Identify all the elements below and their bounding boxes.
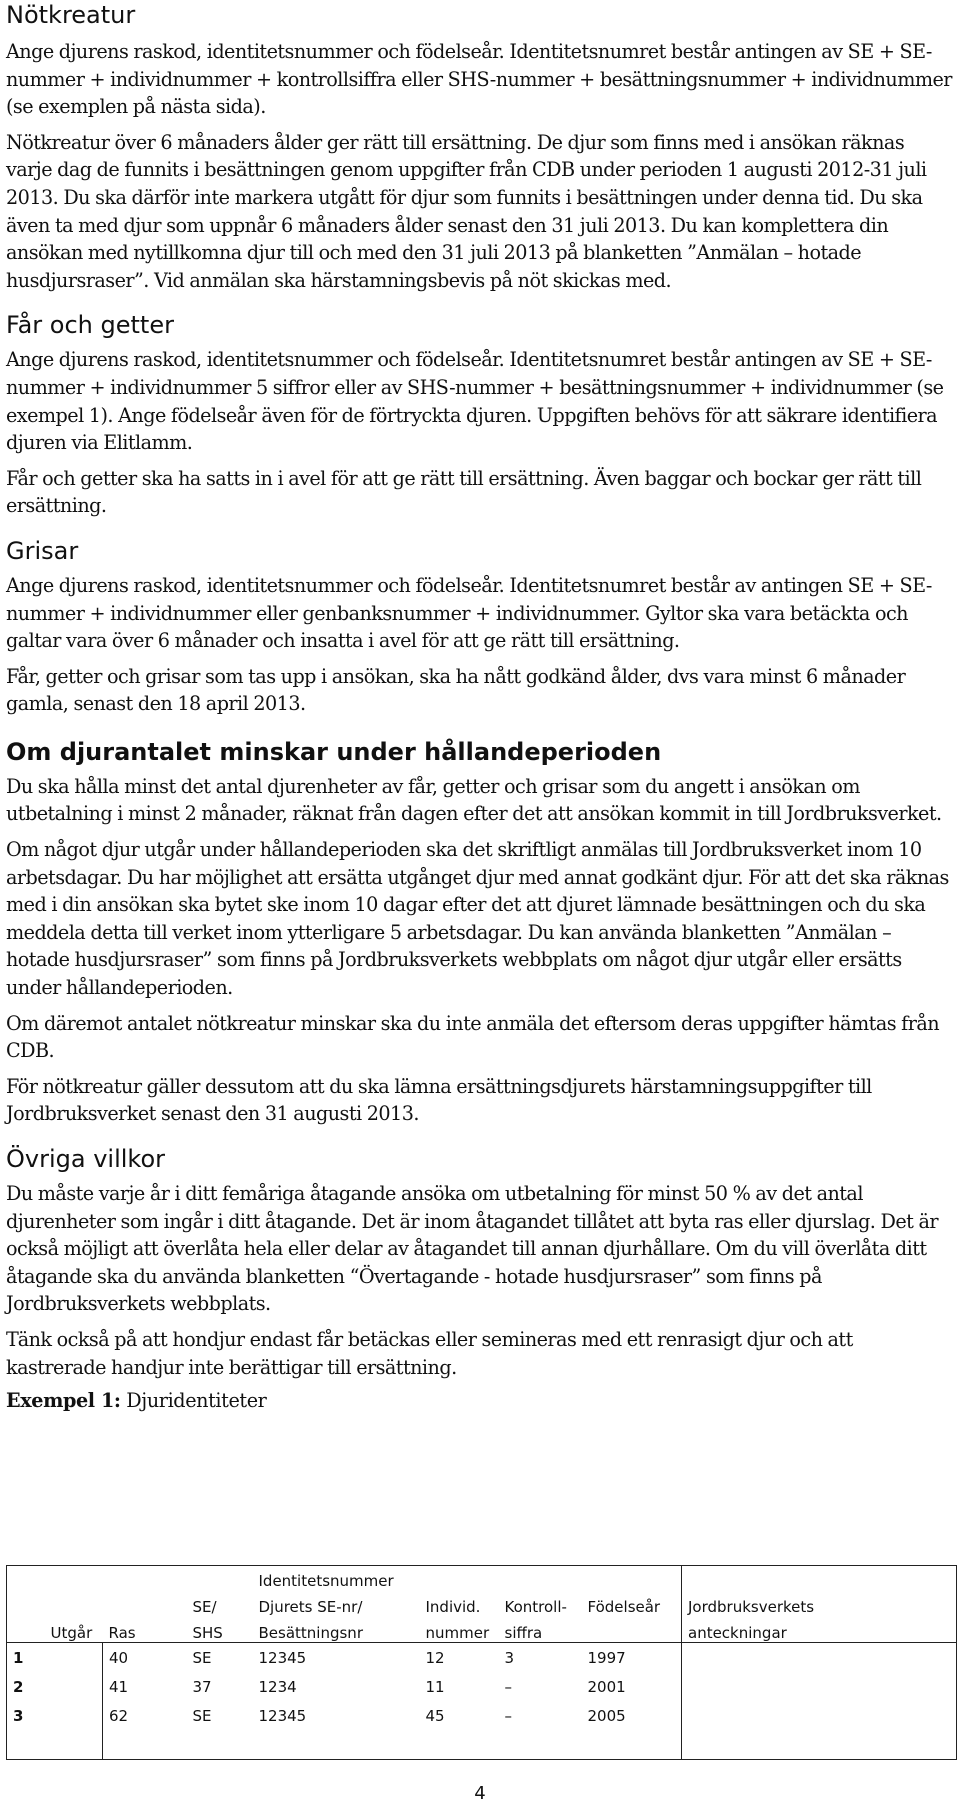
cell-individ: 45 [425,1706,445,1725]
paragraph: För nötkreatur gäller dessutom att du ska lämna ersättningsdjurets härstamningsuppgifter till Jordbruksverket senast den 31 augusti 2013. [6,1074,872,1126]
cell-nummer: 1234 [258,1677,297,1696]
header-anteckningar-2: anteckningar [682,1616,957,1643]
example-caption [6,1387,954,1414]
cell-anteckningar [682,1701,957,1730]
paragraph: Ange djurens raskod, identitetsnummer och födelseår. Identitetsnumret består antingen av SE + SE-nummer + individnummer 5 siffror eller av SHS-nummer + besättningsnummer + individnummer (se exempel 1). Ange födelseår även för de förtryckta djuren. Uppgiften behövs för att säkrare identifiera djuren via Elitlamm. [6,348,944,455]
cell-anteckningar [682,1672,957,1701]
section-heading: Övriga villkor [6,1145,165,1173]
header-fodelsear: Födelseår [582,1590,682,1616]
cell-nummer: 12345 [258,1648,307,1667]
paragraph: Om något djur utgår under hållandeperioden ska det skriftligt anmälas till Jordbruksverket inom 10 arbetsdagar. Du har möjlighet att ersätta utgånget djur med annat godkänt djur. För att det ska räknas med i din ansökan ska bytet ske inom 10 dagar efter det att djuret lämnade besättningen och du ska meddela detta till verket inom ytterligare 5 arbetsdagar. Du kan använda blanketten ”Anmälan – hotade husdjursraser” som finns på Jordbruksverkets webbplats om något djur utgår eller ersätts under hållandeperioden. [6,838,949,1000]
paragraph: Du ska hålla minst det antal djurenheter av får, getter och grisar som du angett i ansökan om utbetalning i minst 2 månader, räknat från dagen efter det att ansökan kommit in till Jordbruksverket. [6,774,942,826]
header-djurets-nr-2: Besättningsnr [253,1616,420,1643]
paragraph: Nötkreatur över 6 månaders ålder ger rätt till ersättning. De djur som finns med i ansökan räknas varje dag de funnits i besättningen genom uppgifter från CDB under perioden 1 augusti 2012-31 juli 2013. Du ska därför inte markera utgått för djur som funnits i besättningen under denna tid. Du ska även ta med djur som uppnår 6 månaders ålder senast den 31 juli 2013. Du kan komplettera din ansökan med nytillkomna djur till och med den 31 juli 2013 på blanketten ”Anmälan – hotade husdjursraser”. Vid anmälan ska härstamningsbevis på nöt skickas med. [6,130,927,292]
header-anteckningar: Jordbruksverkets [688,1598,815,1616]
animal-identity-table-wrapper [6,1565,956,1760]
section-heading: Grisar [6,536,79,565]
header-se-shs: SE/ [192,1598,217,1616]
cell-ras: 41 [109,1677,129,1696]
cell-kontroll: – [504,1677,512,1696]
paragraph: Tänk också på att hondjur endast får betäckas eller semineras med ett renrasigt djur och att kastrerade handjur inte berättigar till ersättning. [6,1327,853,1379]
paragraph: Ange djurens raskod, identitetsnummer och födelseår. Identitetsnumret består antingen av SE + SE-nummer + individnummer + kontrollsiffra eller SHS-nummer + besättningsnummer + individnummer (se exemplen på nästa sida). [6,40,952,119]
paragraph: Får, getter och grisar som tas upp i ansökan, ska ha nått godkänd ålder, dvs vara minst 6 månader gamla, senast den 18 april 2013. [6,664,906,716]
section-far-och-getter [6,310,954,520]
header-individ-2: nummer [420,1616,499,1643]
cell-ras: 62 [109,1706,129,1725]
document-page [6,0,954,1414]
cell-se-shs: SE [192,1648,212,1667]
cell-se-shs: 37 [192,1677,212,1696]
row-number: 1 [13,1648,24,1667]
paragraph: Ange djurens raskod, identitetsnummer och födelseår. Identitetsnumret består av antingen SE + SE-nummer + individnummer eller genbanksnummer + individnummer. Gyltor ska vara betäckta och galtar vara över 6 månader och insatta i avel för att ge rätt till ersättning. [6,573,932,653]
cell-individ: 12 [425,1648,445,1667]
table-empty-row [7,1730,957,1760]
cell-kontroll: – [504,1706,512,1725]
section-djurantalet-minskar [6,737,954,1128]
example-label: Exempel 1: [6,1389,121,1413]
cell-kontroll: 3 [504,1648,515,1667]
table-row [7,1701,957,1730]
table-row [7,1672,957,1701]
paragraph: Får och getter ska ha satts in i avel för att ge rätt till ersättning. Även baggar och bockar ger rätt till ersättning. [6,466,922,518]
cell-anteckningar [682,1643,957,1673]
header-djurets-nr: Djurets SE-nr/ [258,1598,363,1616]
header-kontroll-2: siffra [499,1616,582,1643]
section-ovriga-villkor [6,1144,954,1381]
table-row [7,1643,957,1673]
row-number: 2 [13,1677,24,1696]
cell-fodelsear: 2005 [582,1701,682,1730]
paragraph: Du måste varje år i ditt femåriga åtagande ansöka om utbetalning för minst 50 % av det antal djurenheter som ingår i ditt åtagande. Det är inom åtagandet tillåtet att byta ras eller djurslag. Det är också möjligt att överlåta hela eller delar av åtagandet till annan djurhållare. Om du vill överlåta ditt åtagande ska du använda blanketten “Övertagande - hotade husdjursraser” som finns på Jordbruksverkets webbplats. [6,1182,938,1316]
cell-nummer: 12345 [258,1706,307,1725]
cell-utgar [45,1643,103,1673]
cell-individ: 11 [425,1677,445,1696]
cell-utgar [45,1672,103,1701]
group-header-identitetsnummer: Identitetsnummer [258,1572,394,1590]
cell-fodelsear: 2001 [582,1672,682,1701]
cell-ras: 40 [109,1648,129,1667]
section-heading: Får och getter [6,311,174,340]
section-grisar [6,536,954,718]
header-ras: Ras [103,1616,187,1643]
row-number: 3 [13,1706,24,1725]
header-utgar: Utgår [45,1616,103,1643]
page-number: 4 [474,1783,486,1804]
paragraph: Om däremot antalet nötkreatur minskar ska du inte anmäla det eftersom deras uppgifter hämtas från CDB. [6,1011,940,1063]
header-se-shs-2: SHS [187,1616,253,1643]
cell-fodelsear: 1997 [582,1643,682,1673]
cell-se-shs: SE [192,1706,212,1725]
section-heading: Om djurantalet minskar under hållandeperioden [6,737,662,766]
cell-utgar [45,1701,103,1730]
header-kontroll: Kontroll- [504,1598,567,1616]
section-notkreatur [6,0,954,294]
example-description: Djuridentiteter [120,1389,267,1413]
header-individ: Individ. [425,1598,481,1616]
animal-identity-table [6,1565,957,1760]
section-heading: Nötkreatur [6,1,136,29]
